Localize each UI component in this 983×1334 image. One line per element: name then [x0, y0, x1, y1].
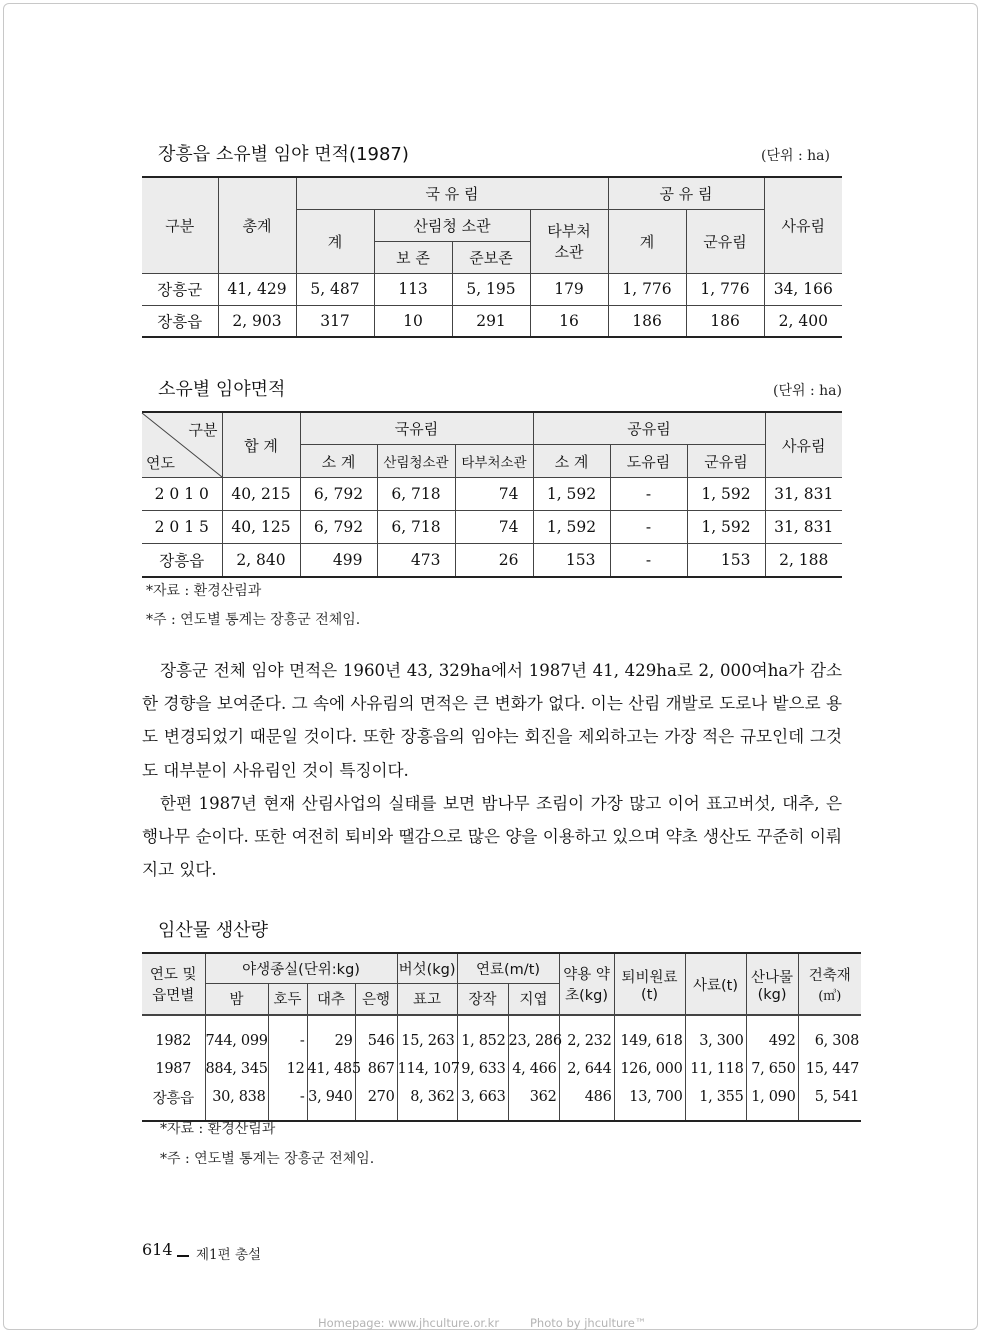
t3-header-mushroom: 버섯(kg)	[397, 953, 457, 983]
table-cell: 1, 090	[746, 1083, 798, 1111]
t2-header-year: 연도	[146, 454, 175, 472]
t1-header-county-forest: 군유림	[686, 209, 764, 273]
table-cell: 1, 592	[533, 478, 610, 511]
t2-header-sub2: 소 계	[533, 445, 610, 478]
table-cell: 2, 903	[218, 305, 296, 337]
t2-header-gubun: 구분	[188, 421, 218, 439]
t3-header-jujube: 대추	[307, 983, 355, 1015]
table1-title: 장흥읍 소유별 임야 면적(1987)	[158, 144, 409, 165]
t1-header-sum2: 계	[608, 209, 686, 273]
t3-header-year-l2: 읍면별	[152, 988, 195, 1004]
table-cell: 2 0 1 5	[142, 511, 222, 544]
table-cell: 1, 592	[533, 511, 610, 544]
table-cell: 2, 188	[765, 544, 842, 577]
table-cell: 1, 592	[687, 511, 765, 544]
table2-title: 소유별 임야면적	[158, 379, 286, 400]
table-row	[142, 478, 842, 511]
table-cell: 30, 838	[205, 1083, 268, 1111]
table-cell: 3, 940	[307, 1083, 355, 1111]
table-cell: 6, 718	[377, 478, 455, 511]
t2-header-private: 사유림	[765, 412, 842, 478]
t3-header-ginkgo: 은행	[355, 983, 397, 1015]
table-cell: 1, 776	[608, 273, 686, 305]
table-cell: -	[610, 511, 687, 544]
t3-header-walnut: 호두	[268, 983, 307, 1015]
t1-header-semi-preserve: 준보존	[452, 241, 530, 273]
table-cell: 186	[608, 305, 686, 337]
table-cell: 40, 125	[222, 511, 300, 544]
table-cell: 6, 792	[300, 511, 377, 544]
t3-header-firewood: 장작	[457, 983, 508, 1015]
table-row	[142, 305, 842, 337]
page-number-text: 614	[142, 1240, 173, 1259]
table-cell: 114, 107	[397, 1055, 457, 1083]
t3-header-compost-l1: 퇴비원료	[621, 969, 678, 986]
table-cell: 492	[746, 1027, 798, 1055]
table-cell: 317	[296, 305, 374, 337]
t3-header-chestnut: 밤	[205, 983, 268, 1015]
table-cell: 31, 831	[765, 478, 842, 511]
table-cell: 장흥읍	[142, 305, 218, 337]
table-cell: 74	[455, 478, 533, 511]
table-cell: 40, 215	[222, 478, 300, 511]
table-cell: 546	[355, 1027, 397, 1055]
table3-note-source: *자료 : 환경산림과	[160, 1121, 276, 1137]
table-cell: -	[610, 478, 687, 511]
table-cell: 3, 663	[457, 1083, 508, 1111]
t3-header-timber-l2: (㎥)	[818, 989, 842, 1004]
t3-header-herb-l1: 약용 약	[563, 967, 610, 983]
table-row	[142, 511, 842, 544]
table-cell: 26	[455, 544, 533, 577]
t3-header-fuel: 연료(m/t)	[457, 953, 559, 983]
t2-header-forest-office: 산림청소관	[377, 445, 455, 478]
page-number	[142, 1240, 189, 1259]
t2-header-total: 합 계	[222, 412, 300, 478]
table-cell: 1, 592	[687, 478, 765, 511]
t2-header-province: 도유림	[610, 445, 687, 478]
table-cell: -	[268, 1027, 307, 1055]
t3-header-feed: 사료(t)	[685, 953, 746, 1015]
table-cell: 2, 232	[559, 1027, 614, 1055]
table-cell: 867	[355, 1055, 397, 1083]
table-cell: 15, 447	[805, 1061, 860, 1077]
table-cell: 23, 286	[508, 1027, 559, 1055]
table-cell: 12	[268, 1055, 307, 1083]
table-cell: 179	[530, 273, 608, 305]
table-cell: 34, 166	[764, 273, 842, 305]
table-cell: 884, 345	[205, 1055, 268, 1083]
chapter-label: 제1편 총설	[196, 1247, 262, 1263]
table-row	[142, 1083, 861, 1111]
t1-header-preserve: 보 존	[374, 241, 452, 273]
t1-header-total: 총계	[218, 177, 296, 273]
table-cell: 113	[374, 273, 452, 305]
table-cell: 15, 263	[397, 1027, 457, 1055]
table-cell: 149, 618	[614, 1027, 685, 1055]
table-cell: 29	[307, 1027, 355, 1055]
table3-title: 임산물 생산량	[158, 920, 269, 941]
table2	[142, 411, 842, 578]
t1-header-other-office-l2: 소관	[554, 243, 584, 261]
t3-header-herb-l2: 초(kg)	[565, 988, 608, 1004]
t3-header-shiitake: 표고	[397, 983, 457, 1015]
table-cell: 5, 487	[296, 273, 374, 305]
t3-header-wildveg	[746, 953, 798, 1015]
table-cell: 1, 776	[686, 273, 764, 305]
page-number-underscore	[177, 1255, 189, 1257]
t3-header-compost-l2: (t)	[641, 986, 659, 1003]
t1-header-public: 공 유 림	[608, 177, 764, 209]
table-cell: 499	[300, 544, 377, 577]
photo-credit: Photo by jhculture™	[530, 1316, 647, 1330]
table-cell: 11, 118	[685, 1055, 746, 1083]
table-cell: 1982	[142, 1027, 205, 1055]
t3-header-year	[142, 953, 205, 1015]
table-cell: 291	[452, 305, 530, 337]
t3-header-timber-l1: 건축재	[808, 968, 851, 984]
t3-header-twigs: 지엽	[508, 983, 559, 1015]
table-cell: 9, 633	[457, 1055, 508, 1083]
table-row	[142, 273, 842, 305]
t3-header-compost	[614, 953, 685, 1015]
body-text	[142, 654, 842, 886]
table2-note-remark: *주 : 연도별 통계는 장흥군 전체임.	[146, 612, 361, 628]
table-cell: 7, 650	[746, 1055, 798, 1083]
table-cell: 6, 308	[814, 1033, 860, 1049]
table3-note-remark: *주 : 연도별 통계는 장흥군 전체임.	[160, 1151, 375, 1167]
table-cell: -	[610, 544, 687, 577]
table-cell: 4, 466	[508, 1055, 559, 1083]
t3-header-herb	[559, 953, 614, 1015]
table-cell: 270	[355, 1083, 397, 1111]
table-cell: 장흥읍	[142, 544, 222, 577]
table-cell: 744, 099	[205, 1027, 268, 1055]
table-cell: 41, 485	[307, 1055, 355, 1083]
paragraph: 장흥군 전체 임야 면적은 1960년 43, 329ha에서 1987년 41, 429ha로 2, 000여ha가 감소한 경향을 보여준다. 그 속에 사유림의 면적은 큰 변화가 없다. 이는 산림 개발로 도로나 밭으로 용도 변경되었기 때문일 것이다. 또한 장흥읍의 임야는 회진을 제외하고는 가장 적은 규모인데 그것도 대부분이 사유림인 것이 특징이다.	[142, 661, 842, 780]
table-cell: 6, 792	[300, 478, 377, 511]
table-cell: 486	[559, 1083, 614, 1111]
table-cell: 13, 700	[614, 1083, 685, 1111]
table-row	[142, 1027, 861, 1055]
table-row	[142, 544, 842, 577]
table-cell: -	[268, 1083, 307, 1111]
table-cell: 473	[377, 544, 455, 577]
table-row	[142, 1055, 861, 1083]
t3-header-timber	[798, 953, 861, 1015]
table-cell: 1, 355	[685, 1083, 746, 1111]
table-cell: 10	[374, 305, 452, 337]
table-cell: 2, 644	[559, 1055, 614, 1083]
table-cell: 2, 840	[222, 544, 300, 577]
table-cell: 1, 852	[457, 1027, 508, 1055]
table-cell: 1987	[142, 1055, 205, 1083]
t3-header-year-l1: 연도 및	[149, 967, 197, 983]
t1-header-other-office-l1: 타부처	[547, 222, 591, 240]
t2-header-county: 군유림	[687, 445, 765, 478]
t1-header-sum1: 계	[296, 209, 374, 273]
table-cell: 2, 400	[764, 305, 842, 337]
table2-note-source: *자료 : 환경산림과	[146, 583, 262, 599]
table-cell: 186	[686, 305, 764, 337]
t2-header-other-office: 타부처소관	[455, 445, 533, 478]
t2-header-national: 국유림	[300, 412, 533, 445]
t2-header-diagonal	[142, 412, 222, 478]
homepage-credit: Homepage: www.jhculture.or.kr	[318, 1316, 500, 1330]
table-cell: 31, 831	[765, 511, 842, 544]
table-cell: 5, 195	[452, 273, 530, 305]
t3-header-wild: 야생종실(단위:kg)	[205, 953, 397, 983]
table2-unit: (단위 : ha)	[773, 383, 842, 399]
paragraph: 한편 1987년 현재 산림사업의 실태를 보면 밤나무 조림이 가장 많고 이어 표고버섯, 대추, 은행나무 순이다. 또한 여전히 퇴비와 땔감으로 많은 양을 이용하고 있으며 약초 생산도 꾸준히 이뤄지고 있다.	[142, 793, 842, 880]
table3	[142, 952, 861, 1122]
t2-header-sub1: 소 계	[300, 445, 377, 478]
table1-unit: (단위 : ha)	[761, 148, 830, 164]
table-cell: 126, 000	[614, 1055, 685, 1083]
table-cell: 5, 541	[814, 1089, 860, 1105]
table-cell: 장흥읍	[142, 1083, 205, 1111]
table-cell: 362	[508, 1083, 559, 1111]
table-cell: 153	[533, 544, 610, 577]
t3-header-wildveg-l1: 산나물	[751, 969, 794, 986]
table-cell: 3, 300	[685, 1027, 746, 1055]
table-cell: 153	[687, 544, 765, 577]
t1-header-national: 국 유 림	[296, 177, 608, 209]
table-cell: 2 0 1 0	[142, 478, 222, 511]
t1-header-other-office	[530, 209, 608, 273]
table-cell: 41, 429	[218, 273, 296, 305]
t3-header-wildveg-l2: (kg)	[757, 986, 787, 1003]
t1-header-private: 사유림	[764, 177, 842, 273]
t1-header-gubun: 구분	[142, 177, 218, 273]
table-cell: 74	[455, 511, 533, 544]
table-cell: 6, 718	[377, 511, 455, 544]
t1-header-forest-office: 산림청 소관	[374, 209, 530, 241]
table1	[142, 176, 842, 338]
table-cell: 8, 362	[397, 1083, 457, 1111]
table-cell: 16	[530, 305, 608, 337]
table-cell: 장흥군	[142, 273, 218, 305]
t2-header-public: 공유림	[533, 412, 765, 445]
